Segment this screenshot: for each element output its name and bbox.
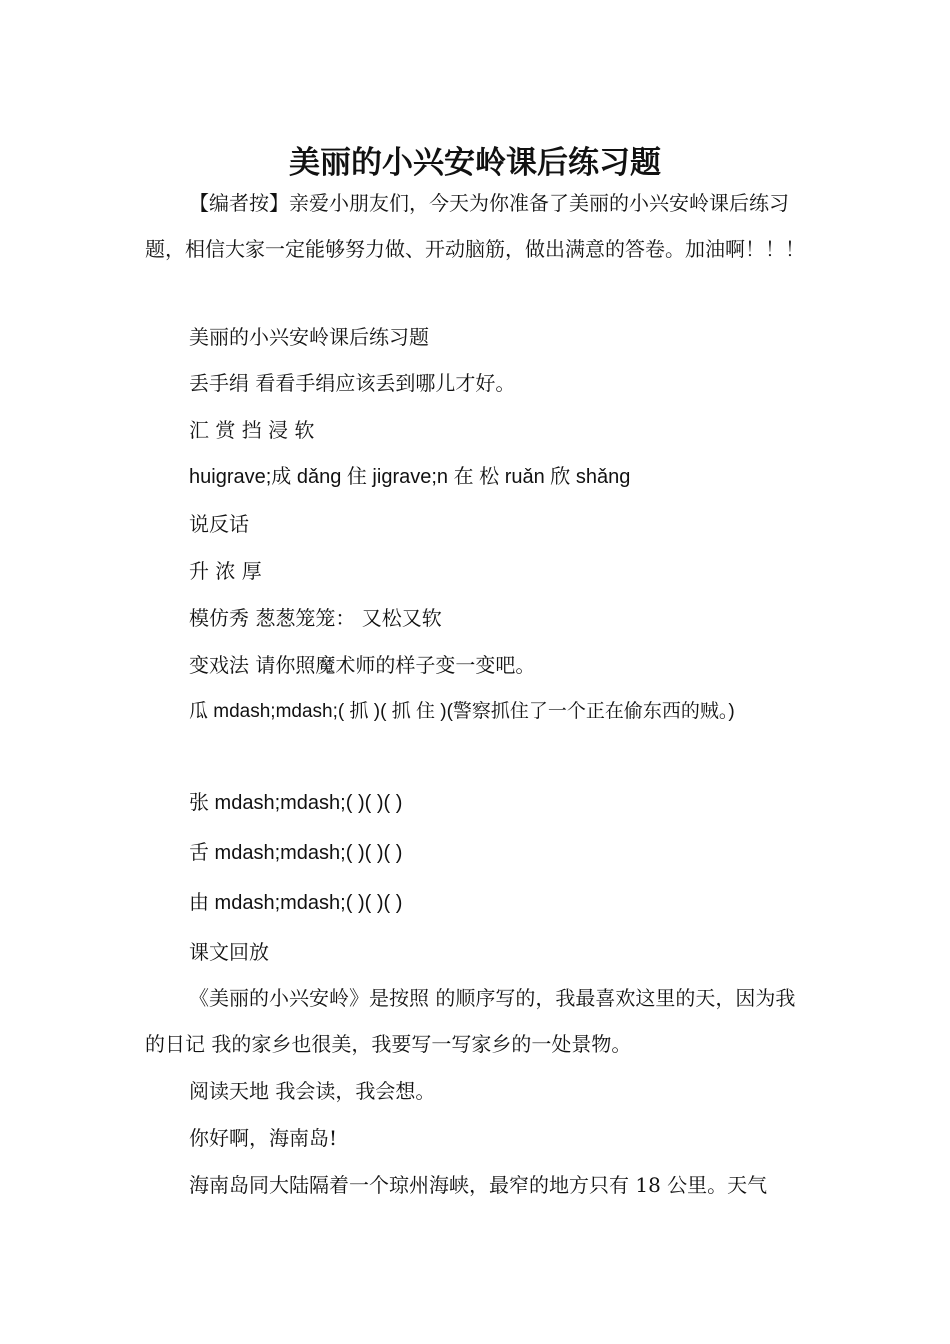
section-heading: 美丽的小兴安岭课后练习题	[189, 325, 429, 349]
exercise-characters: 汇 赏 挡 浸 软	[189, 418, 315, 442]
exercise-zhang: 张 mdash;mdash;( )( )( )	[189, 792, 403, 814]
reading-heading: 阅读天地 我会读，我会想。	[189, 1079, 436, 1103]
text-review-paragraph: 《美丽的小兴安岭》是按照 的顺序写的，我最喜欢这里的天，因为我的日记 我的家乡也很美，我要写一写家乡的一处景物。	[145, 986, 796, 1056]
editor-note-paragraph: 【编者按】亲爱小朋友们，今天为你准备了美丽的小兴安岭课后练习题，相信大家一定能够努力做、开动脑筋，做出满意的答卷。加油啊！！！	[145, 191, 805, 261]
exercise-claw: 瓜 mdash;mdash;( 抓 )( 抓 住 )(警察抓住了一个正在偷东西的贼。)	[189, 701, 735, 722]
exercise-drop-handkerchief: 丢手绢 看看手绢应该丢到哪儿才好。	[189, 371, 516, 395]
exercise-pinyin: huigrave;成 dǎng 住 jigrave;n 在 松 ruǎn 欣 shǎng	[189, 466, 631, 488]
document-title: 美丽的小兴安岭课后练习题	[289, 144, 661, 181]
exercise-imitation: 模仿秀 葱葱笼笼： 又松又软	[189, 606, 442, 630]
exercise-antonyms-words: 升 浓 厚	[189, 559, 262, 583]
exercise-magic: 变戏法 请你照魔术师的样子变一变吧。	[189, 653, 536, 677]
text-review-heading: 课文回放	[189, 940, 269, 964]
exercise-antonyms-heading: 说反话	[189, 512, 249, 536]
reading-title: 你好啊，海南岛!	[189, 1126, 338, 1150]
exercise-you: 由 mdash;mdash;( )( )( )	[189, 892, 403, 914]
reading-paragraph: 海南岛同大陆隔着一个琼州海峡，最窄的地方只有 18 公里。天气	[189, 1173, 768, 1197]
exercise-she: 舌 mdash;mdash;( )( )( )	[189, 842, 403, 864]
